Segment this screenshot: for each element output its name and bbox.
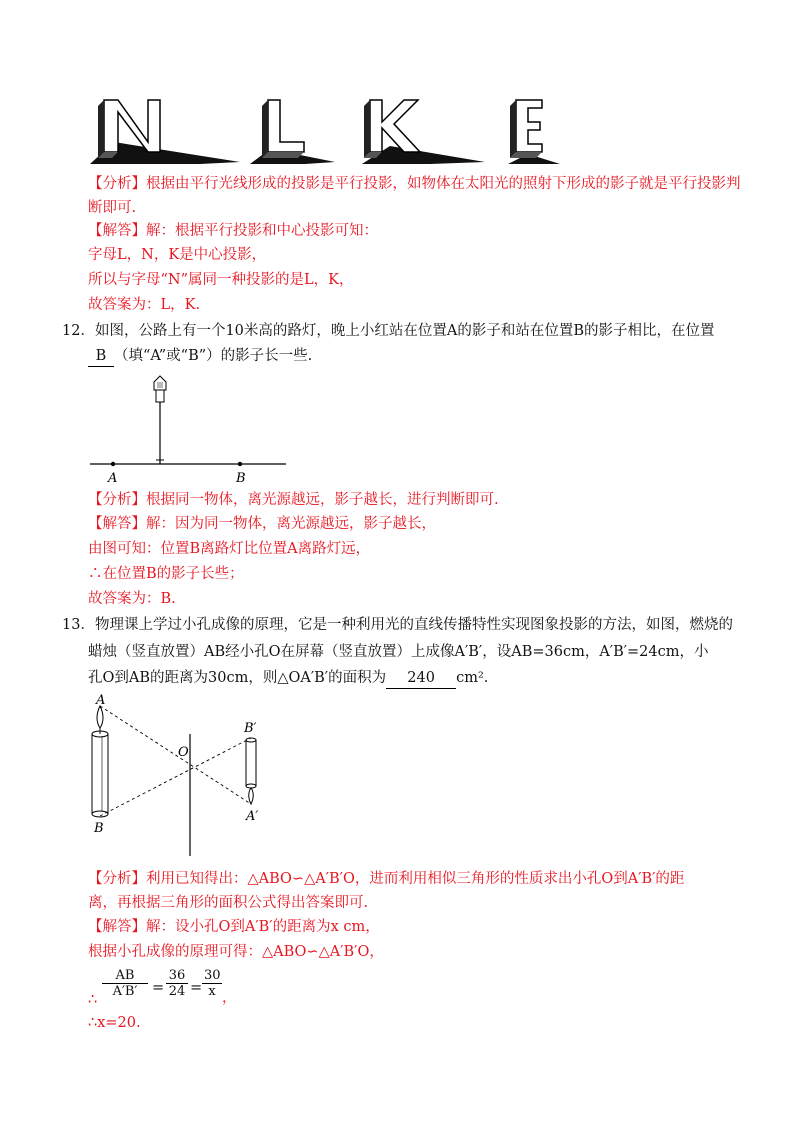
denominator: x — [208, 984, 216, 999]
analysis-tag: 【分析】 — [88, 176, 146, 192]
analysis-text: 利用已知得出：△ABO∽△A′B′O，进而利用相似三角形的性质求出小孔O到A′B′的距 — [146, 871, 685, 887]
fraction-30-x — [202, 968, 222, 999]
pinhole-figure — [86, 694, 286, 864]
q13-result: ∴x=20. — [88, 1015, 141, 1031]
numerator: 30 — [204, 968, 221, 983]
q13-stem-cont: 蜡烛（竖直放置）AB经小孔O在屏幕（竖直放置）上成像A′B′，设AB=36cm，A′B′=24cm，小 — [88, 644, 709, 660]
q13-stem — [62, 615, 733, 635]
q13-analysis — [88, 869, 684, 889]
answer-line: 解：因为同一物体，离光源越远，影子越长， — [146, 516, 436, 532]
answer-blank: 240 — [386, 668, 456, 689]
fraction-ab — [102, 968, 148, 999]
point-a — [111, 462, 115, 466]
period: . — [483, 670, 489, 686]
equals-sign: = — [152, 980, 165, 996]
analysis-tag: 【分析】 — [88, 871, 146, 887]
question-number: 12． — [62, 323, 95, 339]
q12-answer — [88, 514, 436, 534]
question-text: 物理课上学过小孔成像的原理，它是一种利用光的直线传播特性实现图象投影的方法，如图，燃烧的 — [94, 617, 733, 633]
letter-k-figure — [362, 100, 485, 164]
letter-e-figure — [508, 100, 560, 164]
answer-tag: 【解答】 — [88, 919, 146, 935]
q13-stem-cont2 — [88, 668, 488, 689]
q12-analysis — [88, 490, 499, 510]
answer-line: ∴在位置B的影子长些； — [88, 566, 244, 582]
numerator: 36 — [166, 968, 188, 984]
answer-line: 解：设小孔O到A′B′的距离为x cm， — [146, 919, 380, 935]
answer-line: 所以与字母“N”属同一种投影的是L，K， — [88, 272, 354, 288]
answer-line: 解：根据平行投影和中心投影可知： — [146, 223, 378, 239]
answer-line: 故答案为：B. — [88, 591, 176, 607]
comma: ， — [222, 990, 237, 1006]
therefore-symbol: ∴ — [88, 992, 98, 1008]
label-a: A — [108, 471, 118, 486]
question-number: 13． — [62, 617, 95, 633]
answer-line: 根据小孔成像的原理可得：△ABO∽△A′B′O， — [88, 944, 384, 960]
question-text: 孔O到AB的距离为30cm，则△OA′B′的面积为 — [88, 670, 387, 686]
numerator: AB — [102, 968, 148, 984]
analysis-text: 根据同一物体，离光源越远，影子越长，进行判断即可. — [146, 492, 499, 508]
streetlamp-figure — [86, 372, 306, 492]
fraction-36-24 — [166, 968, 188, 999]
analysis-tag: 【分析】 — [88, 492, 146, 508]
q13-analysis-cont: 离，再根据三角形的面积公式得出答案即可. — [88, 895, 369, 911]
letter-n-figure — [90, 100, 240, 164]
q12-stem-cont — [88, 346, 312, 367]
equals-sign: = — [190, 980, 203, 996]
answer-blank: B — [88, 346, 114, 367]
denominator: 24 — [168, 984, 186, 999]
nlke-letters-figure — [90, 94, 590, 170]
question-text: （填“A”或“B”）的影子长一些. — [114, 348, 313, 364]
label-a-prime: A′ — [246, 809, 259, 824]
q11-analysis — [88, 174, 741, 194]
question-text: 如图，公路上有一个10米高的路灯，晚上小红站在位置A的影子和站在位置B的影子相比，在位置 — [94, 323, 715, 339]
answer-tag: 【解答】 — [88, 223, 146, 239]
q11-analysis-cont: 断即可. — [88, 200, 137, 216]
point-b — [238, 462, 242, 466]
label-b: B — [94, 821, 104, 836]
unit: cm² — [456, 670, 484, 686]
q13-answer — [88, 917, 380, 937]
q12-stem — [62, 321, 715, 341]
answer-line: 故答案为：L，K. — [88, 297, 201, 313]
answer-line: 字母L，N，K是中心投影， — [88, 247, 267, 263]
label-b: B — [236, 471, 246, 486]
label-a: A — [96, 694, 106, 708]
q11-answer — [88, 221, 378, 241]
label-o: O — [178, 745, 189, 760]
letter-l-figure — [250, 100, 335, 164]
answer-line: 由图可知：位置B离路灯比位置A离路灯远， — [88, 541, 371, 557]
answer-tag: 【解答】 — [88, 516, 146, 532]
analysis-text: 根据由平行光线形成的投影是平行投影，如物体在太阳光的照射下形成的影子就是平行投影判 — [146, 176, 741, 192]
label-b-prime: B′ — [244, 721, 257, 736]
denominator: A′B′ — [112, 984, 138, 999]
